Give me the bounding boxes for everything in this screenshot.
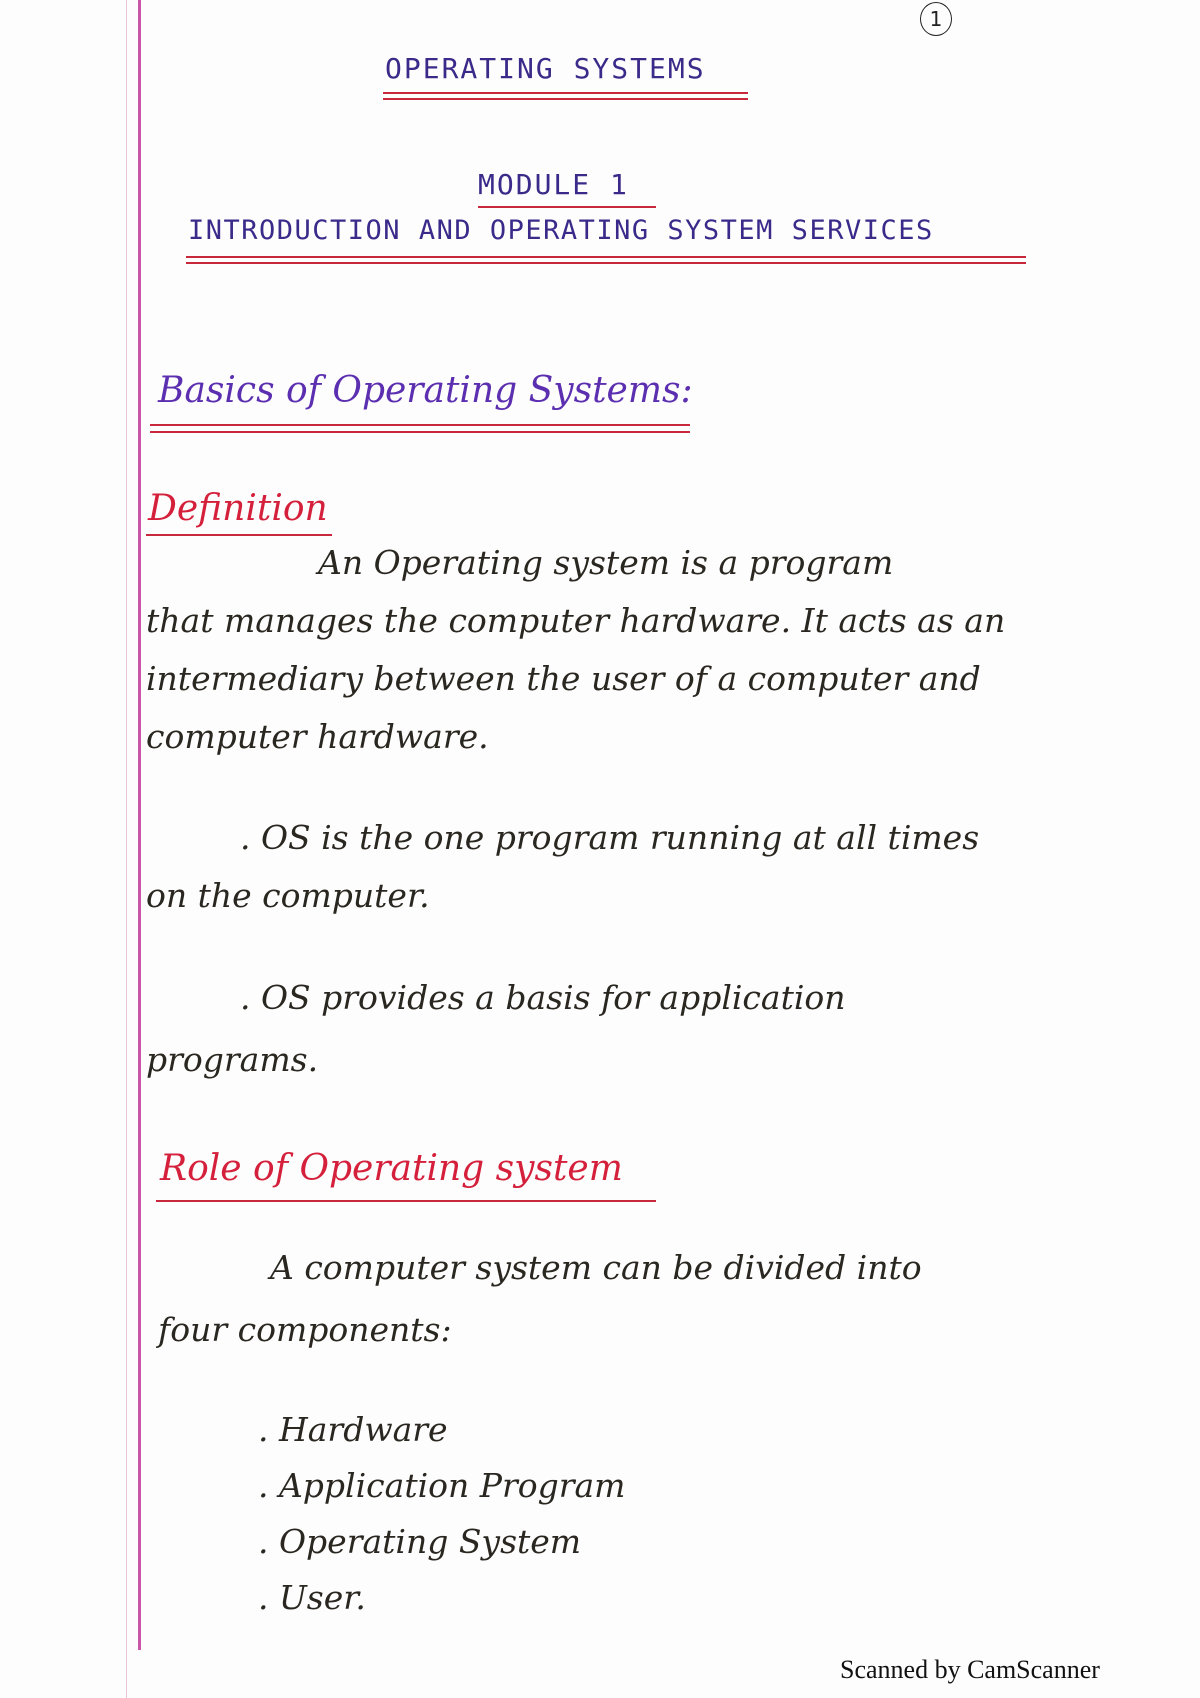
module-label: MODULE 1	[478, 168, 629, 201]
role-heading: Role of Operating system	[160, 1148, 623, 1189]
point-line: . OS provides a basis for application	[240, 978, 846, 1017]
definition-underline	[146, 534, 332, 536]
definition-line: computer hardware.	[146, 717, 489, 756]
section-heading-underline-2	[150, 431, 690, 433]
role-heading-underline	[156, 1200, 656, 1202]
component-item: . Application Program	[258, 1466, 626, 1505]
point-line: on the computer.	[146, 876, 430, 915]
title-underline-2	[383, 98, 748, 100]
component-item: . Hardware	[258, 1410, 448, 1449]
component-item: . User.	[258, 1578, 366, 1617]
definition-line: that manages the computer hardware. It acts as an	[146, 601, 1006, 640]
title-underline	[383, 92, 748, 94]
module-title-underline	[186, 256, 1026, 258]
module-title-underline-2	[186, 262, 1026, 264]
role-line: A computer system can be divided into	[270, 1248, 922, 1287]
section-heading-underline	[150, 424, 690, 426]
component-item: . Operating System	[258, 1522, 582, 1561]
page-title: OPERATING SYSTEMS	[385, 52, 706, 85]
definition-line: intermediary between the user of a computer and	[146, 659, 981, 698]
scanner-footer: Scanned by CamScanner	[840, 1655, 1100, 1684]
module-title: INTRODUCTION AND OPERATING SYSTEM SERVICES	[188, 215, 934, 246]
module-underline	[478, 206, 656, 208]
definition-line: An Operating system is a program	[318, 543, 894, 582]
section-heading: Basics of Operating Systems:	[158, 370, 693, 411]
page-number: 1	[920, 2, 952, 36]
definition-heading: Definition	[148, 488, 328, 529]
point-line: programs.	[146, 1040, 319, 1079]
point-line: . OS is the one program running at all times	[240, 818, 980, 857]
role-line: four components:	[158, 1310, 452, 1349]
